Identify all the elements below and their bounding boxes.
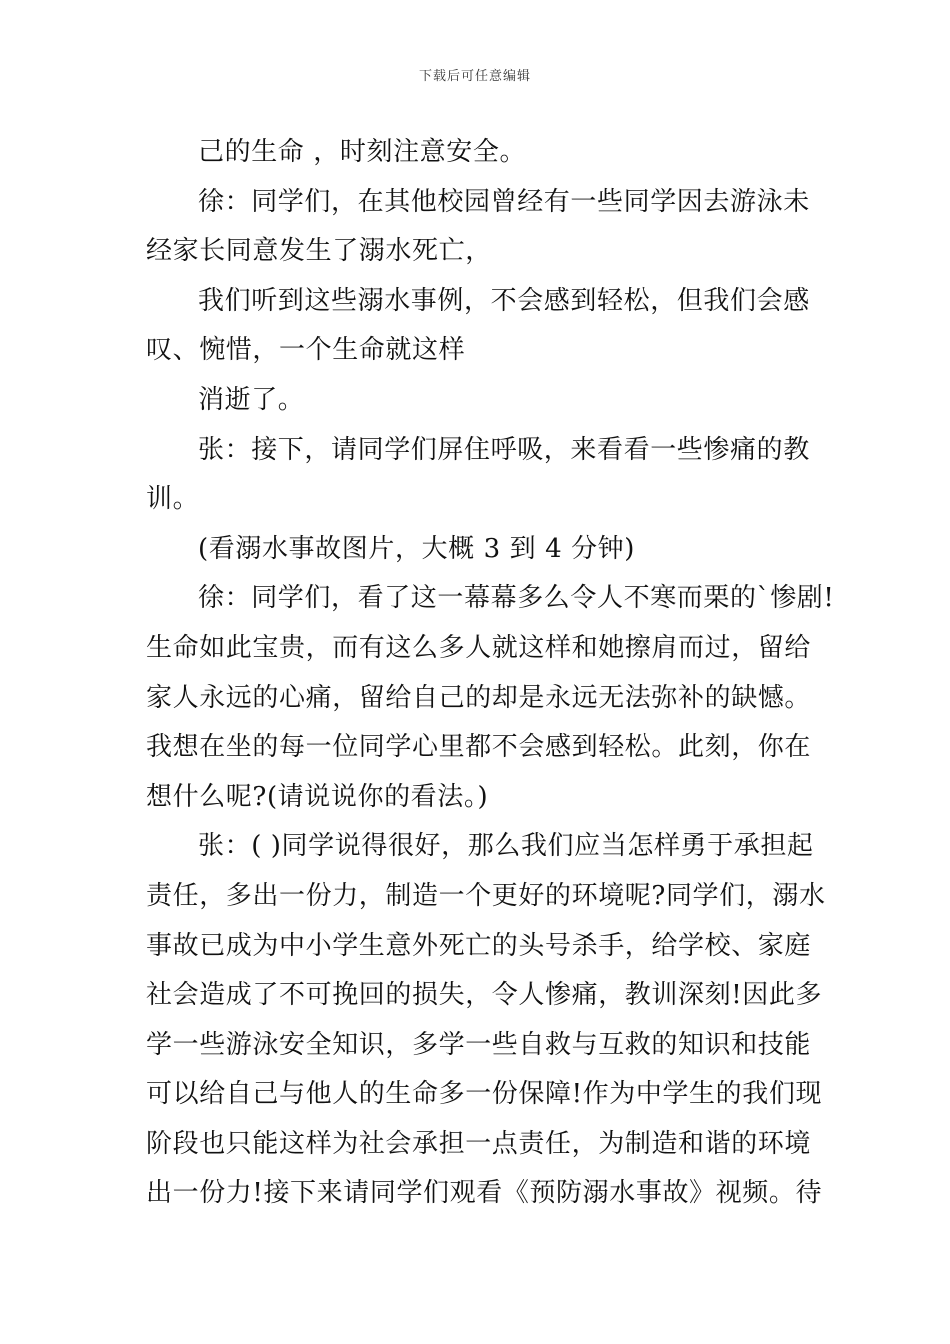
text-line: 我想在坐的每一位同学心里都不会感到轻松。此刻，你在	[146, 732, 812, 763]
text-line: 学一些游泳安全知识，多学一些自救与互救的知识和技能	[146, 1029, 812, 1060]
text-line: 训。	[146, 484, 200, 515]
text-line: 徐：同学们，看了这一幕幕多么令人不寒而栗的`惨剧!	[198, 583, 835, 614]
text-line: 张：接下，请同学们屏住呼吸，来看看一些惨痛的教	[198, 434, 810, 465]
text-line: 社会造成了不可挽回的损失，令人惨痛，教训深刻!因此多	[146, 980, 823, 1011]
text-line: 出一份力!接下来请同学们观看《预防溺水事故》视频。待	[146, 1178, 823, 1209]
text-line: 阶段也只能这样为社会承担一点责任，为制造和谐的环境	[146, 1128, 812, 1159]
text-line: 事故已成为中小学生意外死亡的头号杀手，给学校、家庭	[146, 930, 812, 961]
text-line: 张：( )同学说得很好，那么我们应当怎样勇于承担起	[198, 831, 814, 862]
text-line: (看溺水事故图片，大概 3 到 4 分钟)	[198, 533, 636, 564]
text-line: 可以给自己与他人的生命多一份保障!作为中学生的我们现	[146, 1079, 823, 1110]
text-line: 徐：同学们，在其他校园曾经有一些同学因去游泳未	[198, 186, 810, 217]
text-line: 己的生命 ，时刻注意安全。	[198, 137, 527, 167]
text-line: 生命如此宝贵，而有这么多人就这样和她擦肩而过，留给	[146, 632, 812, 663]
body-text	[146, 128, 835, 1219]
text-line: 消逝了。	[198, 384, 305, 415]
text-line: 经家长同意发生了溺水死亡，	[146, 236, 492, 267]
text-line: 我们听到这些溺水事例，不会感到轻松，但我们会感	[198, 285, 810, 316]
page-header: 下载后可任意编辑	[418, 69, 531, 84]
text-line: 叹、惋惜，一个生命就这样	[146, 335, 466, 366]
text-line: 责任，多出一份力，制造一个更好的环境呢?同学们，溺水	[146, 880, 826, 911]
text-line: 家人永远的心痛，留给自己的却是永远无法弥补的缺憾。	[146, 682, 812, 713]
text-line: 想什么呢?(请说说你的看法。)	[146, 781, 489, 812]
